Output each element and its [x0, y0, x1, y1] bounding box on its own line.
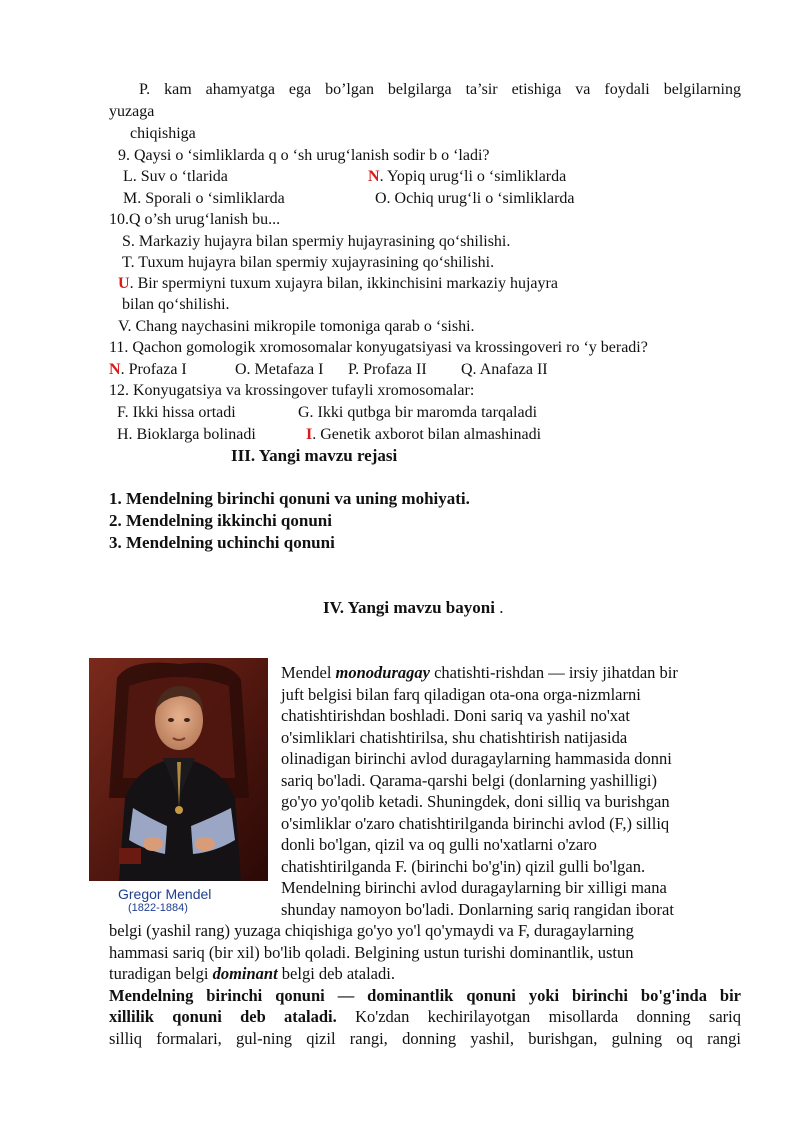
body-line-6: sariq bo'ladi. Qarama-qarshi belgi (donlarning yashilligi)	[281, 771, 657, 790]
answer-mark: N	[109, 361, 121, 378]
option-text: . Genetik axborot bilan almashinadi	[312, 426, 542, 443]
body-line-7: go'yo yo'qolib ketadi. Shuningdek, doni silliq va burishgan	[281, 792, 670, 811]
option-text: . Yopiq urug‘li o ‘simliklarda	[379, 168, 567, 185]
body-text: Mendel	[281, 663, 336, 682]
option-p-continuation: yuzaga	[109, 103, 155, 120]
body-line-16: Mendelning birinchi qonuni — dominantlik qonuni yoki birinchi bo'g'inda bir	[109, 986, 741, 1005]
question-10-option-v: V. Chang naychasini mikropile tomoniga qarab o ‘sishi.	[118, 318, 475, 335]
body-line-8: o'simliklar o'zaro chatishtirilganda birinchi avlod (F,) silliq	[281, 814, 670, 833]
body-line-13: belgi (yashil rang) yuzaga chiqishiga go'yo yo'l qo'ymaydi va F, duragaylarning	[109, 921, 634, 940]
body-line-4: o'simliklari chatishtirilsa, shu chatishtirish natijasida	[281, 728, 628, 747]
plan-item-2: 2. Mendelning ikkinchi qonuni	[109, 511, 332, 530]
body-line-14: hammasi sariq (bir xil) bo'lib qoladi. Belgining ustun turishi dominantlik, ustun	[109, 943, 634, 962]
option-text: . Bir spermiyni tuxum xujayra bilan, ikkinchisini markaziy hujayra	[129, 275, 558, 292]
body-line-1	[281, 662, 678, 684]
option-text: . Profaza I	[120, 361, 187, 378]
question-10-option-t: T. Tuxum hujayra bilan spermiy xujayrasining qo‘shilishi.	[122, 254, 495, 271]
plan-item-1: 1. Mendelning birinchi qonuni va uning mohiyati.	[109, 489, 470, 508]
question-12-option-i	[306, 425, 541, 445]
question-11-option-o: O. Metafaza I	[235, 361, 324, 378]
body-line-11: Mendelning birinchi avlod duragaylarning bir xilligi mana	[281, 878, 667, 897]
body-text: belgi deb ataladi.	[277, 964, 395, 983]
question-12: 12. Konyugatsiya va krossingover tufayli xromosomalar:	[109, 382, 475, 399]
question-12-option-g: G. Ikki qutbga bir maromda tarqaladi	[298, 404, 538, 421]
figure-caption-name: Gregor Mendel	[118, 886, 212, 902]
section-4-heading	[323, 598, 503, 618]
term-dominant: dominant	[212, 964, 278, 983]
question-10: 10.Q o’sh urug‘lanish bu...	[109, 211, 281, 228]
term-monoduragay: monoduragay	[335, 663, 430, 682]
body-line-15	[109, 963, 395, 985]
section-4-title: IV. Yangi mavzu bayoni	[323, 598, 495, 617]
question-11-option-p: P. Profaza II	[348, 361, 427, 378]
question-11-option-q: Q. Anafaza II	[461, 361, 548, 378]
mendel-portrait	[89, 658, 268, 881]
body-line-18: silliq formalari, gul-ning qizil rangi, donning yashil, burishgan, gulning oq rangi	[109, 1029, 741, 1048]
question-10-option-u	[118, 274, 558, 294]
figure-caption-years: (1822-1884)	[128, 902, 188, 914]
body-line-17	[109, 1006, 741, 1028]
question-11-option-n	[109, 360, 187, 380]
body-text: chatishti-rishdan — irsiy jihatdan bir	[429, 663, 678, 682]
plan-heading: III. Yangi mavzu rejasi	[231, 446, 398, 465]
option-p: P. kam ahamyatga ega bo’lgan belgilarga ta’sir etishiga va foydali belgilarning	[139, 81, 741, 98]
answer-mark: U	[118, 275, 130, 292]
question-12-option-f: F. Ikki hissa ortadi	[117, 404, 236, 421]
question-9: 9. Qaysi o ‘simliklarda q o ‘sh urug‘lanish sodir b o ‘ladi?	[118, 147, 490, 164]
option-p-continuation-2: chiqishiga	[130, 125, 196, 142]
question-9-option-n	[368, 167, 566, 187]
question-11: 11. Qachon gomologik xromosomalar konyugatsiyasi va krossingoveri ro ‘y beradi?	[109, 339, 648, 356]
question-10-option-s: S. Markaziy hujayra bilan spermiy hujayrasining qo‘shilishi.	[122, 233, 511, 250]
question-10-option-u-continuation: bilan qo‘shilishi.	[122, 296, 230, 313]
body-line-3: chatishtirishdan boshladi. Doni sariq va yashil no'xat	[281, 706, 630, 725]
law-name-continuation: xillilik qonuni deb ataladi.	[109, 1007, 337, 1026]
body-line-9: donli bo'lgan, qizil va oq gulli no'xatlarni o'zaro	[281, 835, 597, 854]
answer-mark: N	[368, 168, 380, 185]
answer-mark: I	[306, 426, 313, 443]
body-line-10: chatishtirilganda F. (birinchi bo'g'in) qizil gulli bo'lgan.	[281, 857, 646, 876]
section-4-tail: .	[499, 598, 504, 617]
question-9-option-l: L. Suv o ‘tlarida	[123, 168, 228, 185]
body-text: turadigan belgi	[109, 964, 213, 983]
body-line-12: shunday namoyon bo'ladi. Donlarning sariq rangidan iborat	[281, 900, 674, 919]
question-12-option-h: H. Bioklarga bolinadi	[117, 426, 256, 443]
plan-item-3: 3. Mendelning uchinchi qonuni	[109, 533, 335, 552]
body-text: Ko'zdan kechirilayotgan misollarda donning sariq	[336, 1007, 741, 1026]
question-9-option-o: O. Ochiq urug‘li o ‘simliklarda	[375, 190, 575, 207]
question-9-option-m: M. Sporali o ‘simliklarda	[123, 190, 285, 207]
portrait-illustration	[89, 658, 268, 881]
body-line-5: olinadigan birinchi avlod duragaylarning hammasida donni	[281, 749, 672, 768]
body-line-2: juft belgisi bilan farq qiladigan ota-ona orga-nizmlarni	[281, 685, 641, 704]
